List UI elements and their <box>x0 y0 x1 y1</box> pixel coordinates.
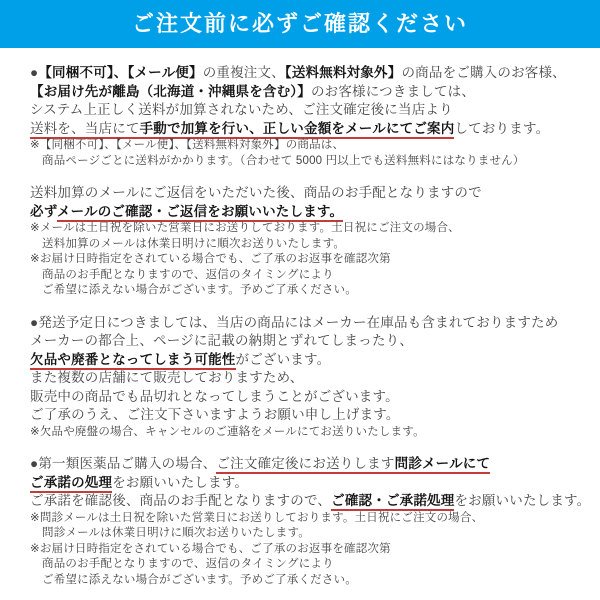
text-run: をお願いいたします。 <box>112 474 249 490</box>
text-line <box>30 573 590 589</box>
notice-body <box>0 48 600 588</box>
text-run: ※メールは土日祝を除いた営業日にお送りしております。土日祝にご注文の場合、 <box>30 222 460 234</box>
text-line <box>30 388 590 407</box>
text-line <box>30 120 590 139</box>
highlighted-text-run: ご注文確定後にお送りします <box>216 456 394 474</box>
text-line <box>30 351 590 370</box>
text-line <box>30 138 590 154</box>
text-run: 【同梱不可】、【メール便】 <box>38 65 203 80</box>
text-run: ご希望に添えない場合がございます。予めご了承ください。 <box>42 284 357 296</box>
text-run: ● <box>30 65 39 80</box>
text-run: の商品をご購入のお客様、 <box>401 65 566 80</box>
notice-section <box>30 314 590 441</box>
text-run: ご了承のうえ、ご注文下さいますようお願い申し上げます。 <box>30 407 400 422</box>
text-run: ※【同梱不可】、【メール便】、【送料無料対象外】の商品は、 <box>30 139 345 151</box>
text-line <box>30 425 590 441</box>
notice-header-title: ご注文前に必ずご確認ください <box>131 11 468 36</box>
highlighted-text-run: ご確認・ご承諾処理 <box>331 493 454 511</box>
notice-section <box>30 184 590 299</box>
text-line <box>30 492 590 511</box>
text-line <box>30 526 590 542</box>
text-line <box>30 83 590 102</box>
text-run: 送料加算のメールにご返信をいただいた後、商品のお手配となりますので <box>30 185 482 200</box>
highlighted-text-run: 問診メールにて <box>395 456 491 474</box>
text-line <box>30 474 590 493</box>
text-run: ●発送予定日につきましては、当店の商品にはメーカー在庫品も含まれておりますため <box>30 314 559 330</box>
text-run: メーカーの都合上、ページに記載の納期とずれてしまったり、 <box>30 333 414 348</box>
text-run: がございます。 <box>235 351 331 367</box>
text-run: 送料加算のメールは休業日明けに順次お送りいたします。 <box>42 237 346 250</box>
text-line <box>30 252 590 268</box>
text-run: ご希望に添えない場合がございます。予めご了承ください。 <box>42 573 357 586</box>
text-run: 問診メールは休業日明けに順次お送りいたします。 <box>42 527 310 539</box>
text-run: ●第一類医薬品ご購入の場合、 <box>30 456 217 471</box>
text-run: 商品ページごとに送料がかかります。（合わせて 5000 円以上でも送料無料にはなりません） <box>42 154 525 167</box>
text-run: ※問診メールは土日祝を除いた営業日にお送りしております。土日祝にご注文の場合、 <box>30 511 484 524</box>
text-run: システム上正しく送料が加算されないため、ご注文確定後に当店より <box>30 102 453 117</box>
notice-section <box>30 64 590 169</box>
text-run: また複数の店舗にて販売しておりますため、 <box>30 370 304 385</box>
text-line <box>30 203 590 222</box>
highlighted-text-run: メールのご確認・ご返信をお願いいたします。 <box>57 204 343 222</box>
text-run: 販売中の商品でも品切れとなってしまうことがございます。 <box>30 388 399 404</box>
text-line <box>30 332 590 351</box>
text-run: 【送料無料対象外】 <box>284 65 402 80</box>
text-run: ※お届け日時指定をされている場合でも、ご了承のお返事を確認次第 <box>30 253 391 265</box>
text-run: ※お届け日時指定をされている場合でも、ご了承のお返事を確認次第 <box>30 542 391 555</box>
text-line <box>30 237 590 253</box>
text-line <box>30 221 590 237</box>
text-run: 【お届け先が離島（北海道・沖縄県を含む）】 <box>30 83 311 99</box>
text-run: ※欠品や廃盤の場合、キャンセルのご連絡をメールにてお送りいたします。 <box>30 425 425 438</box>
text-run: しております。 <box>454 120 550 136</box>
highlighted-text-run: ご承諾の処理 <box>30 475 112 493</box>
text-run: 商品のお手配となりますので、返信のタイミングにより <box>42 268 334 281</box>
highlighted-text-run: 送料を、当店にて <box>30 121 140 139</box>
text-line <box>30 557 590 573</box>
text-line <box>30 184 590 203</box>
text-line <box>30 283 590 299</box>
text-line <box>30 406 590 425</box>
text-line <box>30 154 590 170</box>
text-run: 商品のお手配となりますので、返信のタイミングにより <box>42 558 334 570</box>
text-run: のお客様につきましては、 <box>310 83 476 99</box>
notice-section <box>30 455 590 588</box>
text-line <box>30 314 590 333</box>
text-line <box>30 542 590 558</box>
text-line <box>30 511 590 527</box>
text-run: をお願いいたします。 <box>454 493 591 508</box>
text-line <box>30 369 590 388</box>
text-line <box>30 268 590 284</box>
text-line <box>30 64 590 83</box>
text-line <box>30 101 590 120</box>
notice-header <box>0 0 600 48</box>
highlighted-text-run: 手動で加算を行い、正しい金額をメールにてご案内 <box>140 121 455 139</box>
text-run: 必ず <box>30 203 57 219</box>
text-line <box>30 455 590 474</box>
text-run: ご承諾を確認後、商品のお手配となりますので、 <box>30 493 332 508</box>
text-run: の重複注文、 <box>202 65 285 80</box>
highlighted-text-run: 欠品や廃番となってしまう可能性 <box>30 352 236 370</box>
